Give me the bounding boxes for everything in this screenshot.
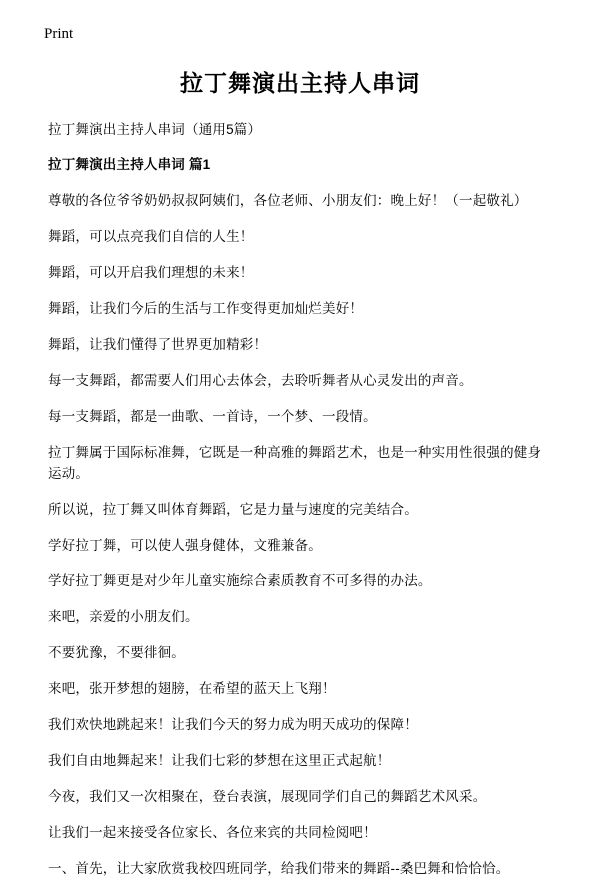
paragraph: 今夜，我们又一次相聚在，登台表演，展现同学们自己的舞蹈艺术风采。 [48, 789, 487, 805]
paragraph: 舞蹈，让我们今后的生活与工作变得更加灿烂美好！ [48, 301, 364, 317]
paragraph: 来吧，张开梦想的翅膀，在希望的蓝天上飞翔！ [48, 681, 336, 697]
paragraph: 我们欢快地跳起来！让我们今天的努力成为明天成功的保障！ [48, 717, 418, 733]
paragraph: 学好拉丁舞，可以使人强身健体，文雅兼备。 [48, 537, 322, 553]
paragraph: 让我们一起来接受各位家长、各位来宾的共同检阅吧！ [48, 824, 377, 840]
paragraph: 每一支舞蹈，都需要人们用心去体会，去聆听舞者从心灵发出的声音。 [48, 372, 473, 388]
paragraph: 一、首先，让大家欣赏我校四班同学，给我们带来的舞蹈--桑巴舞和恰恰恰。 [48, 860, 510, 876]
section-heading: 拉丁舞演出主持人串词 篇1 [48, 157, 211, 173]
page-title: 拉丁舞演出主持人串词 [180, 69, 420, 96]
paragraph: 舞蹈，可以开启我们理想的未来！ [48, 265, 254, 281]
paragraph: 拉丁舞演出主持人串词（通用5篇） [48, 121, 262, 137]
paragraph: 不要犹豫，不要徘徊。 [48, 645, 185, 661]
paragraph: 我们自由地舞起来！让我们七彩的梦想在这里正式起航！ [48, 753, 391, 769]
paragraph: 舞蹈，让我们懂得了世界更加精彩！ [48, 337, 268, 353]
print-button[interactable]: Print [44, 26, 74, 42]
paragraph: 学好拉丁舞更是对少年儿童实施综合素质教育不可多得的办法。 [48, 573, 432, 589]
paragraph: 所以说，拉丁舞又叫体育舞蹈，它是力量与速度的完美结合。 [48, 501, 418, 517]
document-body [0, 120, 600, 880]
paragraph: 拉丁舞属于国际标准舞，它既是一种高雅的舞蹈艺术，也是一种实用性很强的健身运动。 [48, 444, 542, 481]
paragraph: 尊敬的各位爷爷奶奶叔叔阿姨们，各位老师、小朋友们：晚上好！（一起敬礼） [48, 193, 528, 209]
paragraph: 舞蹈，可以点亮我们自信的人生！ [48, 229, 254, 245]
paragraph: 来吧，亲爱的小朋友们。 [48, 609, 199, 625]
paragraph: 每一支舞蹈，都是一曲歌、一首诗，一个梦、一段情。 [48, 408, 377, 424]
